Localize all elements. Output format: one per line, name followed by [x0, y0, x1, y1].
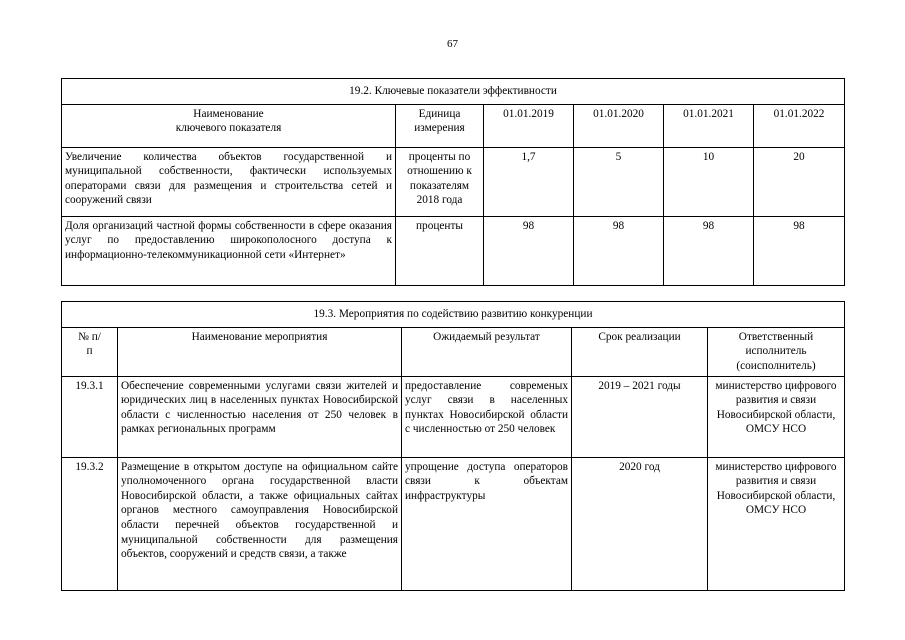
- kpi-indicator-name: Увеличение количества объектов государственной и муниципальной собственности, фактически используемых операторами связи для размещения и строительства сетей и сооружений связи: [62, 147, 396, 216]
- kpi-header-date: 01.01.2022: [754, 104, 845, 147]
- measure-name: Обеспечение современными услугами связи жителей и юридических лиц в населенных пунктах Новосибирской области с численностью населения от 250 человек в рамках региональных программ: [118, 376, 402, 457]
- measure-responsible: министерство цифрового развития и связи Новосибирской области, ОМСУ НСО: [708, 376, 845, 457]
- measure-number: 19.3.2: [62, 457, 118, 590]
- measures-header-term: Срок реализации: [572, 327, 708, 376]
- kpi-unit: проценты по отношению к показателям 2018 года: [396, 147, 484, 216]
- kpi-table-title: 19.2. Ключевые показатели эффективности: [62, 79, 845, 105]
- kpi-value: 1,7: [484, 147, 574, 216]
- kpi-unit: проценты: [396, 216, 484, 285]
- kpi-header-row: [62, 104, 845, 147]
- kpi-indicator-name: Доля организаций частной формы собственности в сфере оказания услуг по предоставлению широкополосного доступа к информационно-телекоммуникационной сети «Интернет»: [62, 216, 396, 285]
- kpi-header-date: 01.01.2019: [484, 104, 574, 147]
- kpi-header-date: 01.01.2020: [574, 104, 664, 147]
- measure-result: упрощение доступа операторов связи к объектам инфраструктуры: [402, 457, 572, 590]
- measures-header-responsible: Ответственный исполнитель (соисполнитель): [708, 327, 845, 376]
- kpi-value: 5: [574, 147, 664, 216]
- kpi-value: 98: [754, 216, 845, 285]
- measures-header-name: Наименование мероприятия: [118, 327, 402, 376]
- kpi-value: 10: [664, 147, 754, 216]
- measure-responsible: министерство цифрового развития и связи Новосибирской области, ОМСУ НСО: [708, 457, 845, 590]
- table-row: [62, 376, 845, 457]
- measure-term: 2019 – 2021 годы: [572, 376, 708, 457]
- kpi-header-name: Наименование ключевого показателя: [62, 104, 396, 147]
- kpi-value: 20: [754, 147, 845, 216]
- measure-term: 2020 год: [572, 457, 708, 590]
- table-row: [62, 457, 845, 590]
- kpi-value: 98: [664, 216, 754, 285]
- kpi-table: [61, 78, 845, 286]
- measures-header-result: Ожидаемый результат: [402, 327, 572, 376]
- kpi-header-date: 01.01.2021: [664, 104, 754, 147]
- measure-name: Размещение в открытом доступе на официальном сайте уполномоченного органа государственной власти Новосибирской области, а также официальных сайтах органов местного самоуправления Новосибирской области перечней объектов государственной и муниципальной собственности для размещения объектов, сооружений и средств связи, а также: [118, 457, 402, 590]
- table-row: [62, 147, 845, 216]
- measures-table: [61, 301, 845, 591]
- kpi-header-unit: Единица измерения: [396, 104, 484, 147]
- table-row: [62, 216, 845, 285]
- page-number: 67: [447, 38, 458, 50]
- kpi-value: 98: [484, 216, 574, 285]
- measures-table-title: 19.3. Мероприятия по содействию развитию конкуренции: [62, 302, 845, 328]
- measures-header-num: № п/п: [62, 327, 118, 376]
- measures-header-row: [62, 327, 845, 376]
- measure-number: 19.3.1: [62, 376, 118, 457]
- kpi-value: 98: [574, 216, 664, 285]
- measure-result: предоставление современых услуг связи в населенных пунктах Новосибирской области с численностью от 250 человек: [402, 376, 572, 457]
